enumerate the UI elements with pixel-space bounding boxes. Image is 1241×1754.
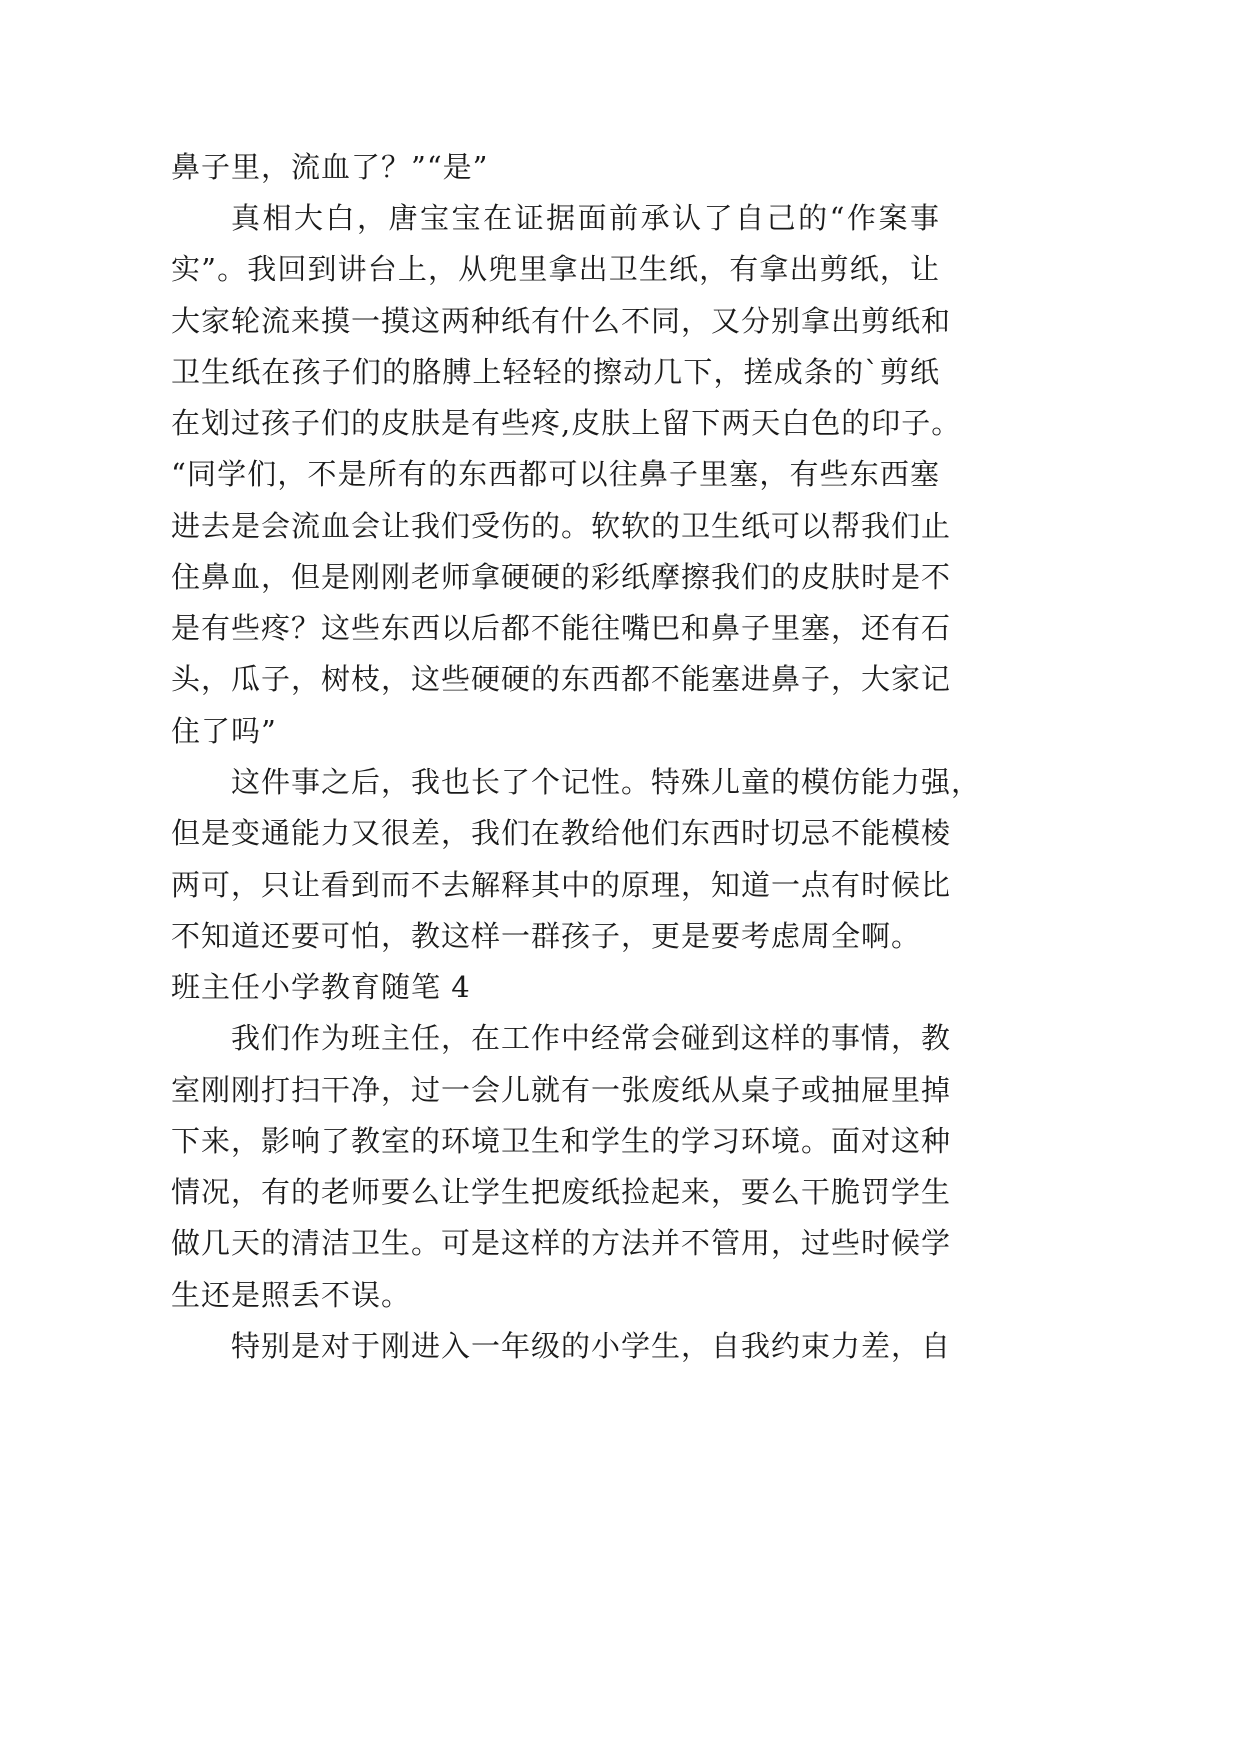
text-line: 大家轮流来摸一摸这两种纸有什么不同，又分别拿出剪纸和 [171,304,952,338]
text-line: 这件事之后，我也长了个记性。特殊儿童的模仿能力强， [231,765,982,799]
text-line: 住了吗” [171,714,277,748]
text-line: 室刚刚打扫干净，过一会儿就有一张废纸从桌子或抽屉里掉 [171,1073,952,1107]
text-line: 但是变通能力又很差，我们在教给他们东西时切忌不能模棱 [171,816,952,850]
text-line: 我们作为班主任，在工作中经常会碰到这样的事情，教 [231,1021,952,1055]
text-line: 卫生纸在孩子们的胳膊上轻轻的擦动几下，搓成条的`剪纸 [171,355,940,389]
text-line: “同学们，不是所有的东西都可以往鼻子里塞，有些东西塞 [171,457,940,491]
section-heading: 班主任小学教育随笔 4 [171,970,471,1004]
text-line: 是有些疼？这些东西以后都不能往嘴巴和鼻子里塞，还有石 [171,611,952,645]
text-line: 真相大白，唐宝宝在证据面前承认了自己的“作案事 [231,201,940,235]
text-line: 鼻子里，流血了？”“是” [171,150,489,184]
text-line: 下来，影响了教室的环境卫生和学生的学习环境。面对这种 [171,1124,952,1158]
text-line: 生还是照丢不误。 [171,1278,412,1312]
text-line: 住鼻血，但是刚刚老师拿硬硬的彩纸摩擦我们的皮肤时是不 [171,560,952,594]
text-line: 不知道还要可怕，教这样一群孩子，更是要考虑周全啊。 [171,919,922,953]
text-line: 特别是对于刚进入一年级的小学生，自我约束力差，自 [231,1329,952,1363]
text-line: 两可，只让看到而不去解释其中的原理，知道一点有时候比 [171,868,952,902]
text-line: 情况，有的老师要么让学生把废纸捡起来，要么干脆罚学生 [171,1175,952,1209]
text-line: 在划过孩子们的皮肤是有些疼,皮肤上留下两天白色的印子。 [171,406,962,440]
text-line: 做几天的清洁卫生。可是这样的方法并不管用，过些时候学 [171,1226,952,1260]
text-line: 头，瓜子，树枝，这些硬硬的东西都不能塞进鼻子，大家记 [171,662,952,696]
text-line: 进去是会流血会让我们受伤的。软软的卫生纸可以帮我们止 [171,509,952,543]
text-line: 实”。我回到讲台上，从兜里拿出卫生纸，有拿出剪纸，让 [171,252,940,286]
